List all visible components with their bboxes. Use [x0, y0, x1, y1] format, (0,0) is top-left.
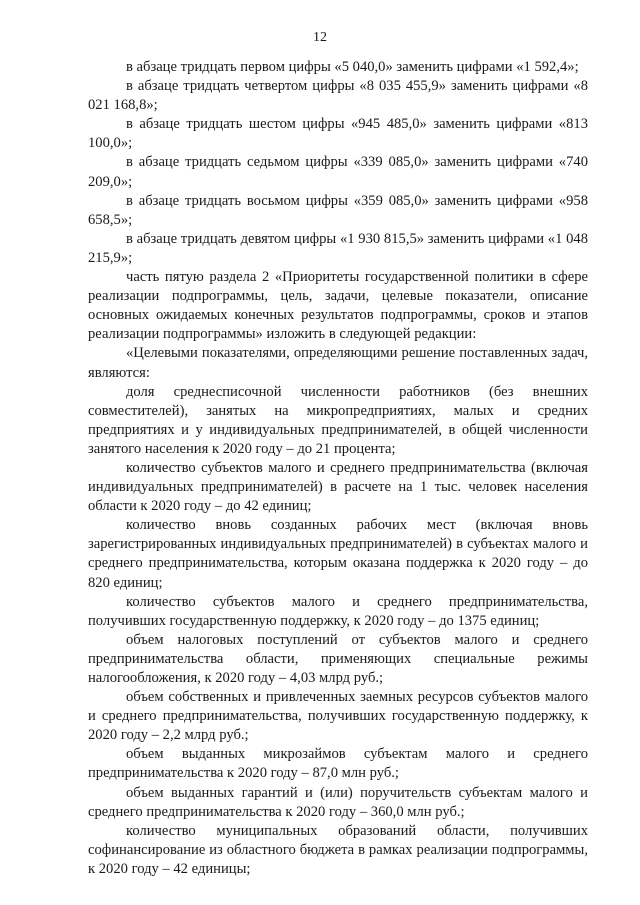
paragraph: в абзаце тридцать седьмом цифры «339 085,0» заменить цифрами «740 209,0»; — [88, 154, 588, 190]
paragraph: в абзаце тридцать восьмом цифры «359 085,0» заменить цифрами «958 658,5»; — [88, 192, 588, 228]
paragraph: объем выданных гарантий и (или) поручительств субъектам малого и среднего предпринимательства к 2020 году – 360,0 млн руб.; — [88, 784, 588, 820]
paragraph: доля среднесписочной численности работников (без внешних совместителей), занятых на микропредприятиях, малых и средних предприятиях и у индивидуальных предпринимателей, в общей численности занятого населения к 2020 году – до 21 процента; — [88, 383, 588, 457]
paragraph: количество муниципальных образований области, получивших софинансирование из областного бюджета в рамках реализации подпрограммы, к 2020 году – 42 единицы; — [88, 822, 588, 877]
document-body — [88, 58, 588, 879]
paragraph: часть пятую раздела 2 «Приоритеты государственной политики в сфере реализации подпрограммы, цель, задачи, целевые показатели, описание основных ожидаемых конечных результатов подпрограммы, сроков и этапов реализации подпрограммы» изложить в следующей редакции: — [88, 269, 588, 343]
paragraph: количество субъектов малого и среднего предпринимательства (включая индивидуальных предпринимателей) в расчете на 1 тыс. человек населения области к 2020 году – до 42 единиц; — [88, 459, 588, 515]
page-number: 12 — [313, 30, 327, 45]
paragraph: количество субъектов малого и среднего предпринимательства, получивших государственную поддержку, к 2020 году – до 1375 единиц; — [88, 593, 588, 629]
paragraph: количество вновь созданных рабочих мест (включая вновь зарегистрированных индивидуальных предпринимателей) в субъектах малого и среднего предпринимательства, которым оказана поддержка к 2020 году – до 820 единиц; — [88, 517, 588, 591]
paragraph: «Целевыми показателями, определяющими решение поставленных задач, являются: — [88, 345, 588, 381]
paragraph: объем налоговых поступлений от субъектов малого и среднего предпринимательства области, применяющих специальные режимы налогообложения, к 2020 году – 4,03 млрд руб.; — [88, 631, 588, 686]
paragraph: в абзаце тридцать четвертом цифры «8 035 455,9» заменить цифрами «8 021 168,8»; — [88, 78, 588, 114]
paragraph: объем собственных и привлеченных заемных ресурсов субъектов малого и среднего предпринимательства, получивших государственную поддержку, к 2020 году – 2,2 млрд руб.; — [88, 689, 588, 744]
paragraph: в абзаце тридцать первом цифры «5 040,0» заменить цифрами «1 592,4»; — [126, 59, 579, 75]
paragraph: в абзаце тридцать девятом цифры «1 930 815,5» заменить цифрами «1 048 215,9»; — [88, 230, 588, 266]
paragraph: объем выданных микрозаймов субъектам малого и среднего предпринимательства к 2020 году – 87,0 млн руб.; — [88, 746, 588, 782]
paragraph: в абзаце тридцать шестом цифры «945 485,0» заменить цифрами «813 100,0»; — [88, 116, 588, 152]
